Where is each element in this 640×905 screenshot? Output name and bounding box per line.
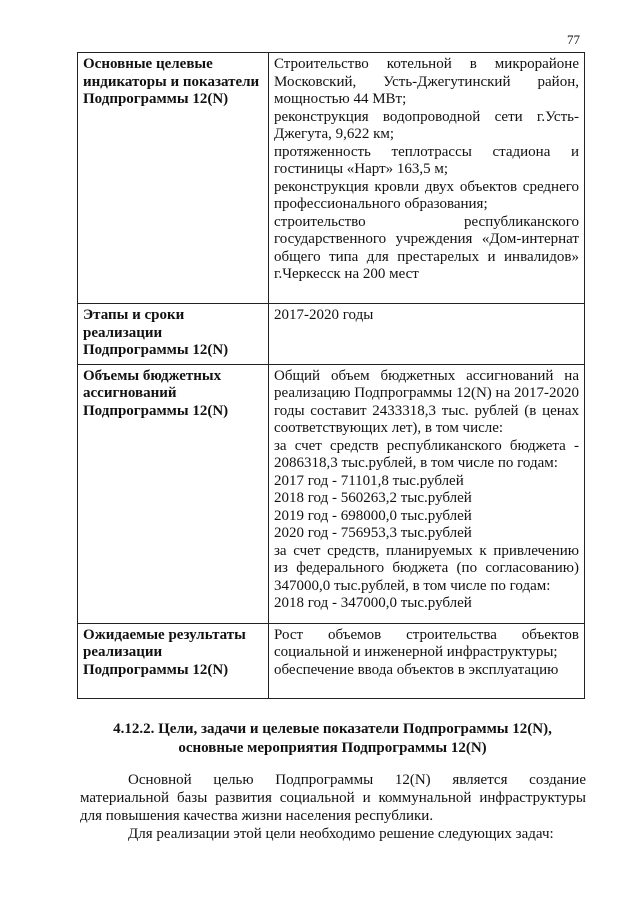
- row-value: [269, 364, 585, 623]
- value-line: 2019 год - 698000,0 тыс.рублей: [274, 507, 472, 524]
- value-line: реконструкция водопроводной сети г.Усть-Джегута, 9,622 км;: [274, 108, 579, 142]
- row-label: Ожидаемые результаты реализации Подпрограммы 12(N): [78, 623, 269, 698]
- body-text: [80, 771, 586, 843]
- table-row: [78, 53, 585, 304]
- value-line: 2017 год - 71101,8 тыс.рублей: [274, 472, 464, 489]
- value-line: 2017-2020 годы: [274, 307, 374, 323]
- page-number: 77: [567, 32, 580, 47]
- row-value: [269, 304, 585, 365]
- section-heading: [80, 720, 585, 758]
- section-heading-line: 4.12.2. Цели, задачи и целевые показатели Подпрограммы 12(N),: [113, 721, 552, 737]
- value-line: Общий объем бюджетных ассигнований на реализацию Подпрограммы 12(N) на 2017-2020 годы составит 2433318,3 тыс. рублей (в ценах соответствующих лет), в том числе:: [274, 367, 579, 436]
- paragraph: Для реализации этой цели необходимо решение следующих задач:: [128, 826, 554, 842]
- value-line: 2018 год - 347000,0 тыс.рублей: [274, 595, 472, 611]
- table-row: [78, 364, 585, 623]
- value-line: Строительство котельной в микрорайоне Московский, Усть-Джегутинский район, мощностью 44 МВт;: [274, 56, 579, 107]
- value-line: реконструкция кровли двух объектов среднего профессионального образования;: [274, 178, 579, 212]
- table-row: [78, 623, 585, 698]
- row-label: Объемы бюджетных ассигнований Подпрограммы 12(N): [78, 364, 269, 623]
- subprogram-passport-table: [77, 52, 585, 699]
- table-row: [78, 304, 585, 365]
- value-line: за счет средств, планируемых к привлечению из федерального бюджета (по согласованию) 347000,0 тыс.рублей, в том числе по годам:: [274, 542, 579, 594]
- row-label: Основные целевые индикаторы и показатели Подпрограммы 12(N): [78, 53, 269, 304]
- value-line: 2020 год - 756953,3 тыс.рублей: [274, 525, 472, 541]
- row-value: [269, 623, 585, 698]
- value-line: 2018 год - 560263,2 тыс.рублей: [274, 490, 472, 506]
- value-line: Рост объемов строительства объектов социальной и инженерной инфраструктуры;: [274, 626, 579, 660]
- row-value: [269, 53, 585, 304]
- value-line: за счет средств республиканского бюджета - 2086318,3 тыс.рублей, в том числе по годам:: [274, 437, 579, 471]
- paragraph: Основной целью Подпрограммы 12(N) является создание материальной базы развития социальной и коммунальной инфраструктуры для повышения качества жизни населения республики.: [80, 772, 586, 824]
- value-line: обеспечение ввода объектов в эксплуатацию: [274, 661, 559, 678]
- value-line: протяженность теплотрассы стадиона и гостиницы «Нарт» 163,5 м;: [274, 143, 579, 177]
- value-line: строительство республиканского государственного учреждения «Дом-интернат общего типа для престарелых и инвалидов» г.Черкесск на 200 мест: [274, 213, 579, 282]
- section-heading-line: основные мероприятия Подпрограммы 12(N): [178, 740, 487, 756]
- row-label: Этапы и сроки реализации Подпрограммы 12(N): [78, 304, 269, 365]
